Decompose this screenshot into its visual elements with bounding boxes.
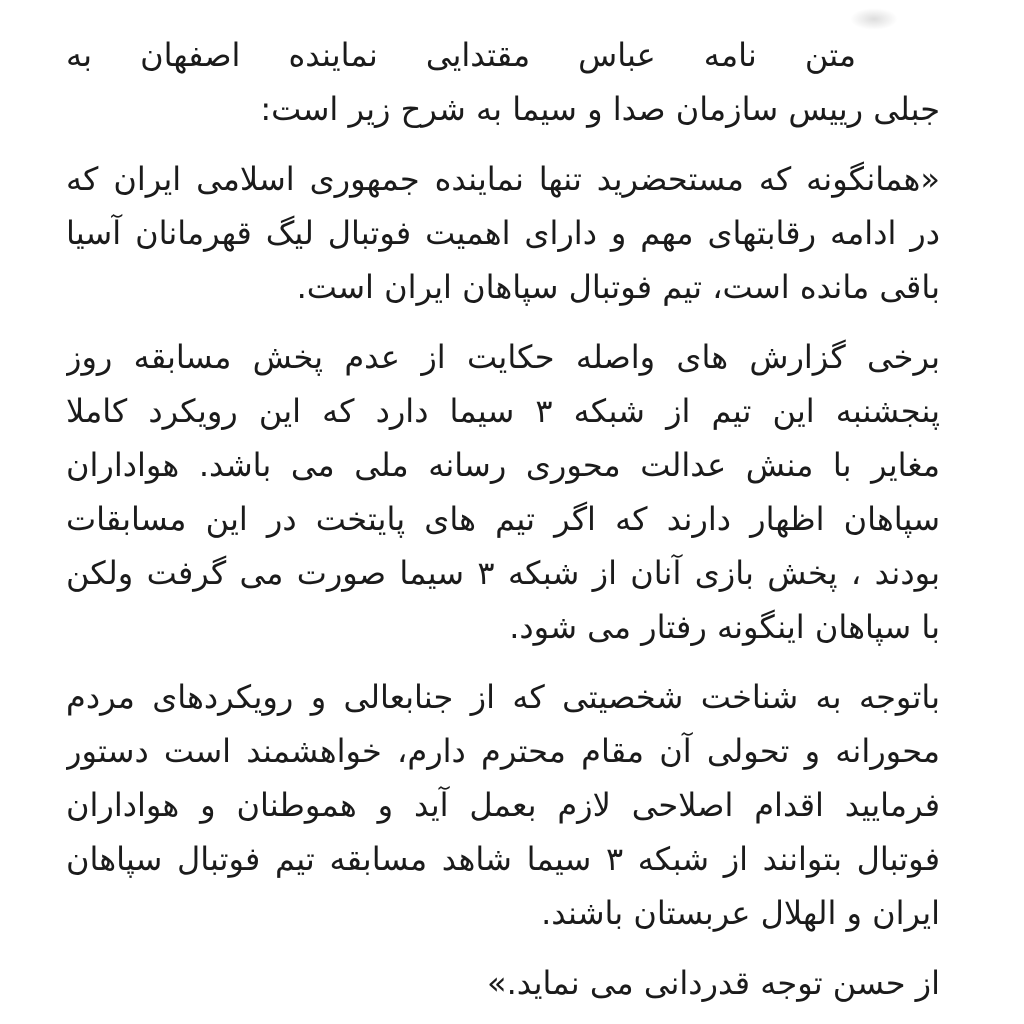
text-line: سپاهان اظهار دارند که اگر تیم های پایتخت در این مسابقات	[66, 500, 940, 538]
text-line: متن نامه عباس مقتدایی نماینده اصفهان به	[66, 36, 856, 74]
text-line: فوتبال بتوانند از شبکه ۳ سیما شاهد مسابقه تیم فوتبال سپاهان	[66, 840, 940, 878]
paragraph-reports	[66, 330, 940, 654]
text-line: مغایر با منش عدالت محوری رسانه ملی می باشد. هواداران	[66, 446, 940, 484]
paragraph-request	[66, 670, 940, 940]
text-line: در ادامه رقابتهای مهم و دارای اهمیت فوتبال لیگ قهرمانان آسیا	[66, 214, 940, 252]
paragraph-quote-open	[66, 152, 940, 314]
text-line: محورانه و تحولی آن مقام محترم دارم، خواهشمند است دستور	[66, 732, 940, 770]
letter-text-block	[66, 28, 940, 1010]
text-line: ایران و الهلال عربستان باشند.	[541, 894, 940, 932]
text-line: پنجشنبه این تیم از شبکه ۳ سیما دارد که این رویکرد کاملا	[66, 392, 940, 430]
text-line: از حسن توجه قدردانی می نماید.»	[487, 964, 940, 1002]
text-line: با سپاهان اینگونه رفتار می شود.	[509, 608, 940, 646]
text-line: فرمایید اقدام اصلاحی لازم بعمل آید و هموطنان و هواداران	[66, 786, 940, 824]
text-line: بودند ، پخش بازی آنان از شبکه ۳ سیما صورت می گرفت ولکن	[66, 554, 940, 592]
text-line: باقی مانده است، تیم فوتبال سپاهان ایران است.	[296, 268, 940, 306]
paragraph-closing	[66, 956, 940, 1010]
text-line: باتوجه به شناخت شخصیتی که از جنابعالی و رویکردهای مردم	[66, 678, 940, 716]
text-line: «همانگونه که مستحضرید تنها نماینده جمهوری اسلامی ایران که	[66, 160, 940, 198]
scan-smudge-artifact	[850, 8, 898, 30]
text-line: جبلی رییس سازمان صدا و سیما به شرح زیر است:	[260, 90, 940, 128]
text-line: برخی گزارش های واصله حکایت از عدم پخش مسابقه روز	[66, 338, 940, 376]
paragraph-intro	[66, 28, 940, 136]
